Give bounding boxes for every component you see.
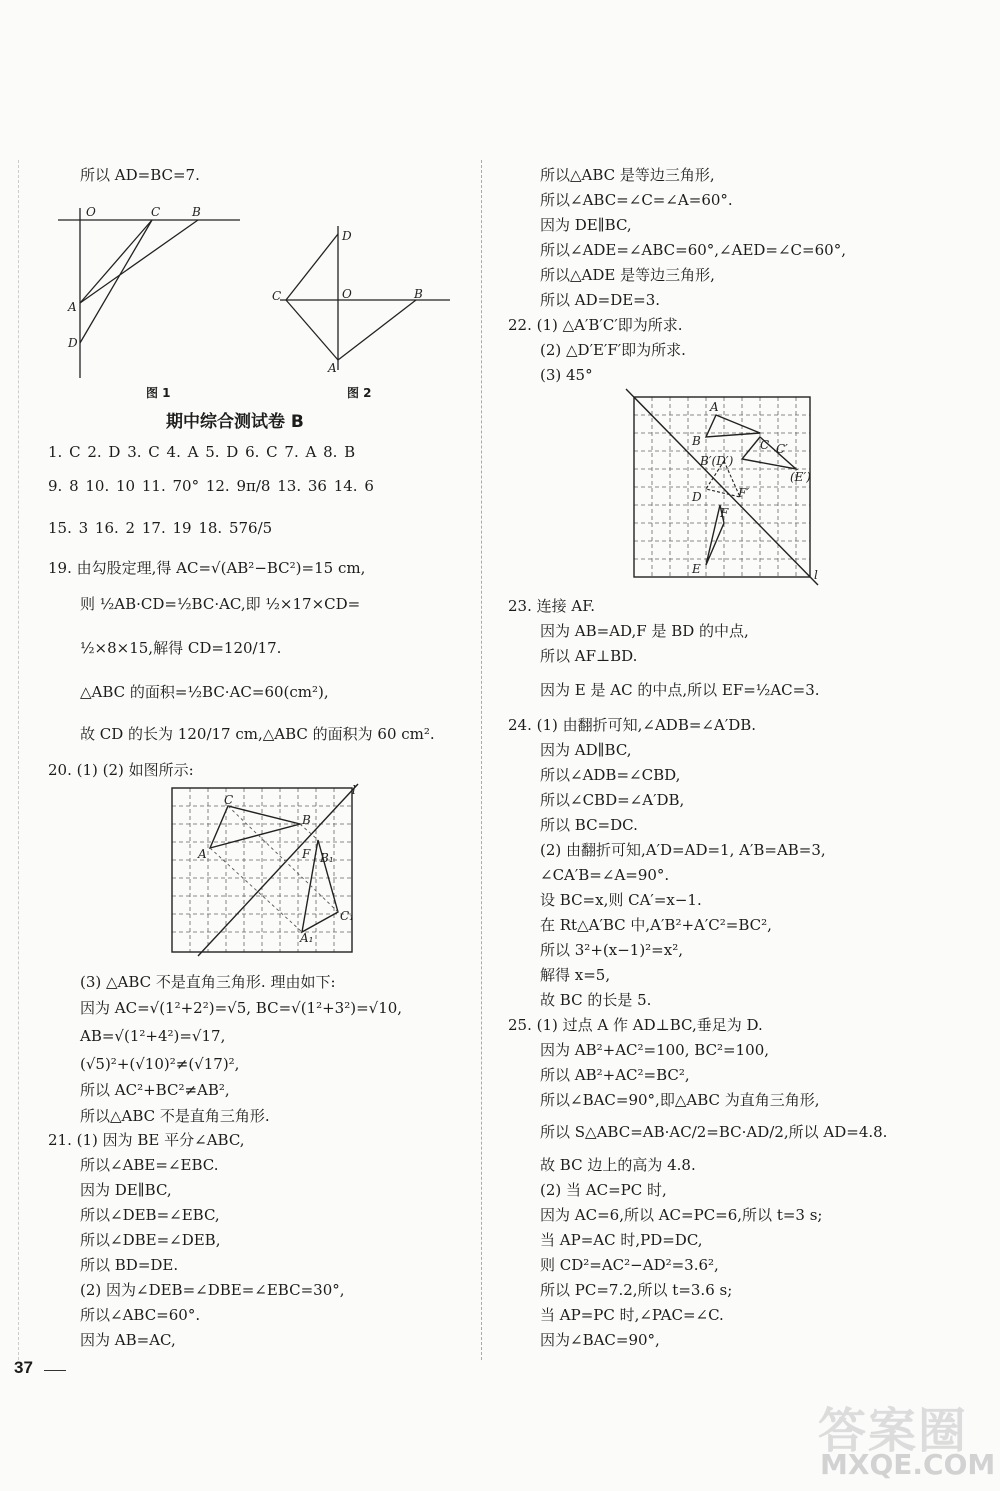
- q20-line: 所以△ABC 不是直角三角形.: [80, 1107, 270, 1125]
- q24-line: 解得 x=5,: [540, 966, 611, 984]
- q21-cont-line: 所以 AD=DE=3.: [540, 291, 661, 309]
- answer-row-3: 15. 3 16. 2 17. 19 18. 576/5: [48, 519, 273, 537]
- svg-text:F: F: [720, 506, 729, 520]
- q24-line: 在 Rt△A′BC 中,A′B²+A′C²=BC²,: [540, 916, 772, 934]
- q25-line: 所以 PC=7.2,所以 t=3.6 s;: [540, 1281, 733, 1299]
- q24-line: 故 BC 的长是 5.: [540, 991, 652, 1009]
- svg-text:C′: C′: [776, 442, 788, 456]
- q24-line: 所以∠CBD=∠A′DB,: [540, 791, 685, 809]
- q20-line: 因为 AC=√(1²+2²)=√5, BC=√(1²+3²)=√10,: [80, 999, 403, 1017]
- svg-text:C: C: [760, 438, 770, 452]
- svg-text:D: D: [68, 336, 78, 350]
- intro-line: 所以 AD=BC=7.: [80, 166, 200, 184]
- fig1-caption: 图 1: [146, 386, 171, 400]
- q23-line: 所以 AF⊥BD.: [540, 647, 638, 665]
- svg-text:B: B: [302, 813, 311, 827]
- q24-line: (2) 由翻折可知,A′D=AD=1, A′B=AB=3,: [540, 841, 826, 859]
- q25-line: 当 AP=AC 时,PD=DC,: [540, 1231, 703, 1249]
- q20-line: (√5)²+(√10)²≠(√17)²,: [80, 1055, 240, 1073]
- q21-line: (2) 因为∠DEB=∠DBE=∠EBC=30°,: [80, 1281, 345, 1299]
- q21-line: 因为 AB=AC,: [80, 1331, 176, 1349]
- watermark-logo: 答案圈: [818, 1403, 969, 1459]
- column-divider: [481, 160, 482, 1360]
- q25-line: 故 BC 边上的高为 4.8.: [540, 1156, 696, 1174]
- svg-text:C: C: [272, 289, 282, 303]
- q25-line: 因为∠BAC=90°,: [540, 1331, 660, 1349]
- svg-text:E: E: [692, 562, 701, 576]
- svg-text:B: B: [192, 205, 201, 219]
- page-number: 37: [14, 1358, 33, 1377]
- q24-line: 所以 3²+(x−1)²=x²,: [540, 941, 683, 959]
- svg-text:D: D: [692, 490, 702, 504]
- svg-text:A: A: [328, 361, 337, 372]
- svg-text:l: l: [352, 783, 356, 797]
- q25-line: (2) 当 AC=PC 时,: [540, 1181, 667, 1199]
- q21-cont-line: 所以∠ADE=∠ABC=60°,∠AED=∠C=60°,: [540, 241, 846, 259]
- section-title: 期中综合测试卷 B: [166, 412, 304, 432]
- q20-line: AB=√(1²+4²)=√17,: [80, 1027, 226, 1045]
- q21-line: 所以∠DBE=∠DEB,: [80, 1231, 221, 1249]
- svg-text:D: D: [342, 229, 352, 243]
- svg-text:B₁: B₁: [320, 851, 334, 865]
- figure-q20-grid: [168, 780, 364, 960]
- answer-row-1: 1. C 2. D 3. C 4. A 5. D 6. C 7. A 8. B: [48, 443, 356, 461]
- q20-heading: 20. (1) (2) 如图所示:: [48, 761, 194, 779]
- q24-line: 设 BC=x,则 CA′=x−1.: [540, 891, 702, 909]
- q19-line: ½×8×15,解得 CD=120/17.: [80, 639, 282, 657]
- svg-text:F: F: [302, 847, 311, 861]
- q21-line: 所以∠DEB=∠EBC,: [80, 1206, 220, 1224]
- q22-line: 22. (1) △A′B′C′即为所求.: [508, 316, 683, 334]
- fig2-caption: 图 2: [347, 386, 372, 400]
- figure-q22-grid: [620, 385, 820, 590]
- q23-line: 因为 AB=AD,F 是 BD 的中点,: [540, 622, 749, 640]
- q19-line: 19. 由勾股定理,得 AC=√(AB²−BC²)=15 cm,: [48, 559, 366, 577]
- svg-text:C: C: [224, 793, 234, 807]
- q22-line: (3) 45°: [540, 366, 593, 384]
- q24-line: 所以 BC=DC.: [540, 816, 638, 834]
- q21-line: 所以 BD=DE.: [80, 1256, 179, 1274]
- q25-line: 所以 AB²+AC²=BC²,: [540, 1066, 690, 1084]
- q21-line: 21. (1) 因为 BE 平分∠ABC,: [48, 1131, 245, 1149]
- svg-text:C: C: [151, 205, 161, 219]
- q25-line: 25. (1) 过点 A 作 AD⊥BC,垂足为 D.: [508, 1016, 763, 1034]
- svg-text:C₁: C₁: [340, 909, 354, 923]
- q20-line: 所以 AC²+BC²≠AB²,: [80, 1081, 230, 1099]
- q21-cont-line: 所以△ABC 是等边三角形,: [540, 166, 715, 184]
- svg-text:A: A: [68, 300, 77, 314]
- svg-text:A: A: [198, 847, 207, 861]
- left-margin-line: [18, 160, 19, 1360]
- q19-line: 则 ½AB·CD=½BC·AC,即 ½×17×CD=: [80, 595, 361, 613]
- q19-line: △ABC 的面积=½BC·AC=60(cm²),: [80, 683, 329, 701]
- q23-line: 23. 连接 AF.: [508, 597, 596, 615]
- svg-text:l: l: [814, 568, 818, 582]
- q21-line: 所以∠ABC=60°.: [80, 1306, 201, 1324]
- svg-text:B′(D′): B′(D′): [700, 454, 734, 468]
- q24-line: ∠CA′B=∠A=90°.: [540, 866, 670, 884]
- q21-cont-line: 因为 DE∥BC,: [540, 216, 632, 234]
- q25-line: 当 AP=PC 时,∠PAC=∠C.: [540, 1306, 724, 1324]
- figure-1: [50, 200, 250, 380]
- svg-text:F′: F′: [738, 486, 750, 500]
- q21-cont-line: 所以△ADE 是等边三角形,: [540, 266, 715, 284]
- svg-text:A: A: [710, 400, 719, 414]
- q24-line: 所以∠ADB=∠CBD,: [540, 766, 681, 784]
- svg-text:B: B: [414, 287, 423, 301]
- q21-line: 因为 DE∥BC,: [80, 1181, 172, 1199]
- q22-line: (2) △D′E′F′即为所求.: [540, 341, 686, 359]
- q25-line: 因为 AC=6,所以 AC=PC=6,所以 t=3 s;: [540, 1206, 823, 1224]
- svg-text:(E′): (E′): [790, 470, 811, 484]
- svg-text:O: O: [342, 287, 352, 301]
- q25-line: 因为 AB²+AC²=100, BC²=100,: [540, 1041, 770, 1059]
- figure-2: [268, 222, 452, 372]
- answer-row-2: 9. 8 10. 10 11. 70° 12. 9π/8 13. 36 14. 6: [48, 477, 374, 495]
- watermark-site: MXQE.COM: [820, 1448, 996, 1481]
- q19-line: 故 CD 的长为 120/17 cm,△ABC 的面积为 60 cm².: [80, 725, 435, 743]
- q24-line: 因为 AD∥BC,: [540, 741, 632, 759]
- svg-text:A₁: A₁: [300, 931, 314, 945]
- q25-line: 则 CD²=AC²−AD²=3.6²,: [540, 1256, 719, 1274]
- page-number-rule: [44, 1370, 66, 1371]
- q20-line: (3) △ABC 不是直角三角形. 理由如下:: [80, 973, 336, 991]
- q25-line: 所以∠BAC=90°,即△ABC 为直角三角形,: [540, 1091, 820, 1109]
- q21-cont-line: 所以∠ABC=∠C=∠A=60°.: [540, 191, 733, 209]
- svg-text:B: B: [692, 434, 701, 448]
- q23-line: 因为 E 是 AC 的中点,所以 EF=½AC=3.: [540, 681, 820, 699]
- q24-line: 24. (1) 由翻折可知,∠ADB=∠A′DB.: [508, 716, 757, 734]
- q25-line: 所以 S△ABC=AB·AC/2=BC·AD/2,所以 AD=4.8.: [540, 1123, 888, 1141]
- q21-line: 所以∠ABE=∠EBC.: [80, 1156, 219, 1174]
- svg-text:O: O: [86, 205, 96, 219]
